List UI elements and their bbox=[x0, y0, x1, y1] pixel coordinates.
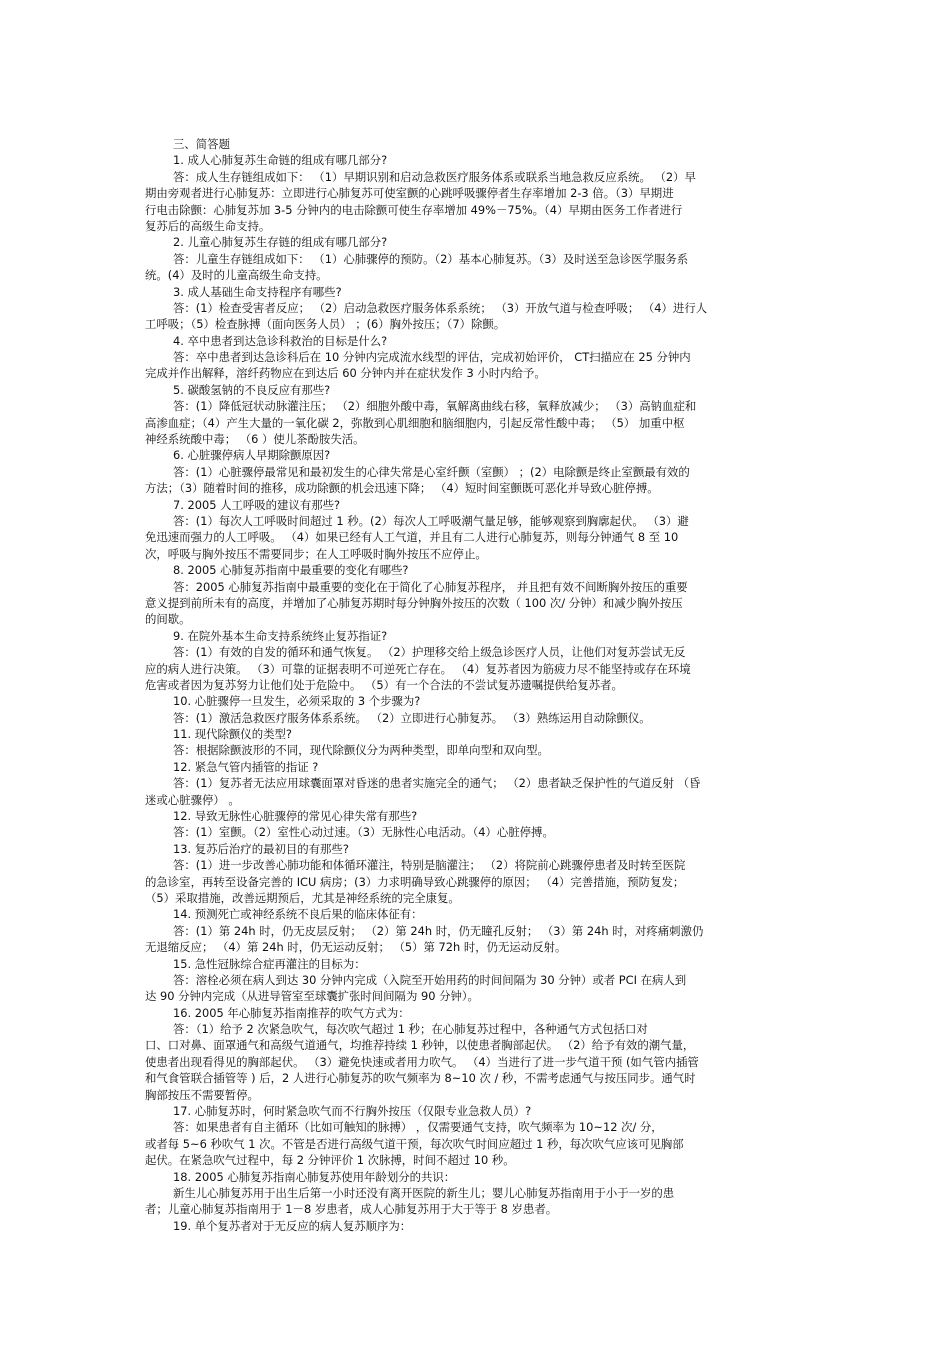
text-line: 答：(1）室颤。（2）室性心动过速。（3）无脉性心电活动。（4）心脏停搏。 bbox=[173, 825, 554, 840]
text-line: 口、口对鼻、面罩通气和高级气道通气，均推荐持续 1 秒钟，以使患者胸部起伏。 （2）给予有效的潮气量， bbox=[145, 1038, 695, 1053]
text-line: 应的病人进行决策。 （3）可靠的证据表明不可逆死亡存在。 （4）复苏者因为筋疲力尽不能坚持或存在环境 bbox=[145, 661, 691, 676]
text-line: 统。(4）及时的儿童高级生命支持。 bbox=[145, 268, 328, 283]
text-line: 答：(1）检查受害者反应； （2）启动急救医疗服务体系系统； （3）开放气道与检查呼吸； （4）进行人 bbox=[173, 300, 708, 315]
text-line: 7. 2005 人工呼吸的建议有那些? bbox=[173, 497, 341, 512]
text-line: 方法；（3）随着时间的推移，成功除颤的机会迅速下降； （4）短时间室颤既可恶化并导致心脏停搏。 bbox=[145, 481, 659, 496]
text-line: （5）采取措施，改善远期预后，尤其是神经系统的完全康复。 bbox=[145, 890, 460, 905]
text-line: 起伏。在紧急吹气过程中，每 2 分钟评价 1 次脉搏，时间不超过 10 秒。 bbox=[145, 1153, 515, 1168]
text-line: 次，呼吸与胸外按压不需要同步；在人工呼吸时胸外按压不应停止。 bbox=[145, 546, 487, 561]
document-page bbox=[145, 136, 805, 1234]
text-line: 答：(1）有效的自发的循环和通气恢复。 （2）护理移交给上级急诊医疗人员，让他们对复苏尝试无反 bbox=[173, 645, 686, 660]
text-line: 答：(1）每次人工呼吸时间超过 1 秒。(2）每次人工呼吸潮气量足够，能够观察到胸廓起伏。 （3）避 bbox=[173, 513, 689, 528]
text-line: 18. 2005 心肺复苏指南心肺复苏使用年龄划分的共识： bbox=[173, 1169, 456, 1184]
text-line: 达 90 分钟内完成（从进导管室至球囊扩张时间间隔为 90 分钟）。 bbox=[145, 989, 479, 1004]
text-line: 3. 成人基础生命支持程序有哪些? bbox=[173, 284, 342, 299]
text-line: 的急诊室，再转至设备完善的 ICU 病房；(3）力求明确导致心跳骤停的原因； （4）完善措施，预防复发； bbox=[145, 874, 685, 889]
text-line: 新生儿心肺复苏用于出生后第一小时还没有离开医院的新生儿；婴儿心肺复苏指南用于小于一岁的患 bbox=[173, 1186, 675, 1200]
text-line: 答：卒中患者到达急诊科后在 10 分钟内完成流水线型的评估，完成初始评价， CT扫描应在 25 分钟内 bbox=[173, 350, 691, 365]
text-line: 15. 急性冠脉综合症再灌注的目标为： bbox=[173, 956, 366, 971]
text-line: 胸部按压不需要暂停。 bbox=[145, 1087, 259, 1102]
text-line: 4. 卒中患者到达急诊科救治的目标是什么? bbox=[173, 333, 388, 348]
text-line: 的间歇。 bbox=[145, 612, 191, 627]
text-line: 12. 紧急气管内插管的指证 ? bbox=[173, 759, 319, 774]
text-line: 8. 2005 心肺复苏指南中最重要的变化有哪些? bbox=[173, 563, 409, 578]
text-line: 5. 碳酸氢钠的不良反应有那些? bbox=[173, 382, 331, 397]
text-line: 11. 现代除颤仪的类型? bbox=[173, 727, 292, 742]
text-line: 17. 心肺复苏时，何时紧急吹气而不行胸外按压（仅限专业急救人员）? bbox=[173, 1104, 532, 1119]
text-line: 9. 在院外基本生命支持系统终止复苏指证? bbox=[173, 628, 388, 643]
text-line: 16. 2005 年心肺复苏指南推荐的吹气方式为： bbox=[173, 1005, 410, 1020]
text-line: 10. 心脏骤停一旦发生，必须采取的 3 个步骤为? bbox=[173, 694, 421, 709]
text-line: 答：(1）心脏骤停最常见和最初发生的心律失常是心室纤颤（室颤） ；(2）电除颤是终止室颤最有效的 bbox=[173, 464, 690, 479]
text-line: 答：根据除颤波形的不同，现代除颤仪分为两种类型，即单向型和双向型。 bbox=[173, 743, 549, 758]
text-line: 答：(1）进一步改善心肺功能和体循环灌注，特别是脑灌注； （2）将院前心跳骤停患者及时转至医院 bbox=[173, 858, 686, 873]
text-line: 免迅速而强力的人工呼吸。 （4）如果已经有人工气道，并且有二人进行心肺复苏，则每分钟通气 8 至 10 bbox=[145, 530, 679, 545]
text-line: 者；儿童心肺复苏指南用于 1－8 岁患者，成人心肺复苏用于大于等于 8 岁患者。 bbox=[145, 1202, 558, 1217]
text-line: 完成并作出解释，溶纤药物应在到达后 60 分钟内并在症状发作 3 小时内给予。 bbox=[145, 366, 546, 381]
text-line: 答：成人生存链组成如下： （1）早期识别和启动急救医疗服务体系或联系当地急救反应系统。 （2）早 bbox=[173, 169, 696, 184]
text-line: 期由旁观者进行心肺复苏：立即进行心肺复苏可使室颤的心跳呼吸骤停者生存率增加 2-3 倍。（3）早期进 bbox=[145, 186, 674, 201]
text-line: 复苏后的高级生命支持。 bbox=[145, 218, 271, 233]
text-line: 神经系统酸中毒； （6 ）使儿茶酚胺失活。 bbox=[145, 432, 365, 447]
text-line: 6. 心脏骤停病人早期除颤原因? bbox=[173, 448, 331, 463]
text-line: 工呼吸；（5）检查脉搏（面向医务人员） ；(6）胸外按压；（7）除颤。 bbox=[145, 317, 506, 332]
text-line: 答：儿童生存链组成如下： （1）心肺骤停的预防。（2）基本心肺复苏。（3）及时送至急诊医学服务系 bbox=[173, 251, 689, 266]
text-line: 迷或心脏骤停） 。 bbox=[145, 792, 240, 807]
text-line: 答：(1）降低冠状动脉灌注压； （2）细胞外酸中毒，氧解离曲线右移，氧释放减少； （3）高钠血症和 bbox=[173, 399, 697, 414]
text-line: 意义提到前所未有的高度，并增加了心肺复苏期时每分钟胸外按压的次数（ 100 次/ 分钟）和减少胸外按压 bbox=[145, 595, 683, 610]
text-line: 答：如果患者有自主循环（比如可触知的脉搏） ，仅需要通气支持，吹气频率为 10~12 次/ 分， bbox=[173, 1120, 663, 1135]
text-line: 和气食管联合插管等 ) 后，2 人进行心肺复苏的吹气频率为 8~10 次 / 秒，不需考虑通气与按压同步。通气时 bbox=[145, 1071, 696, 1086]
section-title: 三、简答题 bbox=[173, 137, 230, 151]
text-line: 答：(1）激活急救医疗服务体系系统。 （2）立即进行心肺复苏。 （3）熟练运用自动除颤仪。 bbox=[173, 710, 651, 725]
text-line: 使患者出现看得见的胸部起伏。 （3）避免快速或者用力吹气。 （4）当进行了进一步气道干预 (如气管内插管 bbox=[145, 1054, 699, 1069]
text-line: 无退缩反应； （4）第 24h 时，仍无运动反射； （5）第 72h 时，仍无运动反射。 bbox=[145, 940, 567, 955]
text-line: 危害或者因为复苏努力让他们处于危险中。 （5）有一个合法的不尝试复苏遗嘱提供给复苏者。 bbox=[145, 677, 623, 692]
text-line: 1. 成人心肺复苏生命链的组成有哪几部分? bbox=[173, 153, 388, 168]
text-line: 或者每 5~6 秒吹气 1 次。不管是否进行高级气道干预，每次吹气时间应超过 1 秒，每次吹气应该可见胸部 bbox=[145, 1136, 684, 1151]
text-line: 12. 导致无脉性心脏骤停的常见心律失常有那些? bbox=[173, 809, 418, 824]
text-line: 答：溶栓必须在病人到达 30 分钟内完成（入院至开始用药的时间间隔为 30 分钟）或者 PCI 在病人到 bbox=[173, 972, 687, 987]
text-line: 2. 儿童心肺复苏生存链的组成有哪几部分? bbox=[173, 235, 388, 250]
text-line: 答：（1）给予 2 次紧急吹气，每次吹气超过 1 秒；在心肺复苏过程中，各种通气方式包括口对 bbox=[173, 1022, 648, 1037]
text-line: 答：(1）复苏者无法应用球囊面罩对昏迷的患者实施完全的通气； （2）患者缺乏保护性的气道反射 （昏 bbox=[173, 776, 701, 791]
text-line: 答：2005 心肺复苏指南中最重要的变化在于简化了心肺复苏程序， 并且把有效不间断胸外按压的重要 bbox=[173, 579, 688, 594]
text-line: 高渗血症；（4）产生大量的一氧化碳 2，弥散到心肌细胞和脑细胞内，引起反常性酸中毒； （5） 加重中枢 bbox=[145, 415, 685, 430]
text-line: 答：(1）第 24h 时，仍无皮层反射； （2）第 24h 时，仍无瞳孔反射； （3）第 24h 时，对疼痛刺激仍 bbox=[173, 923, 704, 938]
document-body bbox=[145, 152, 805, 1234]
text-line: 行电击除颤：心肺复苏加 3-5 分钟内的电击除颤可使生存率增加 49%－75%。（4）早期由医务工作者进行 bbox=[145, 202, 683, 217]
text-line: 19. 单个复苏者对于无反应的病人复苏顺序为： bbox=[173, 1218, 412, 1233]
text-line: 13. 复苏后治疗的最初目的有那些? bbox=[173, 841, 349, 856]
text-line: 14. 预测死亡或神经系统不良后果的临床体征有： bbox=[173, 907, 423, 922]
